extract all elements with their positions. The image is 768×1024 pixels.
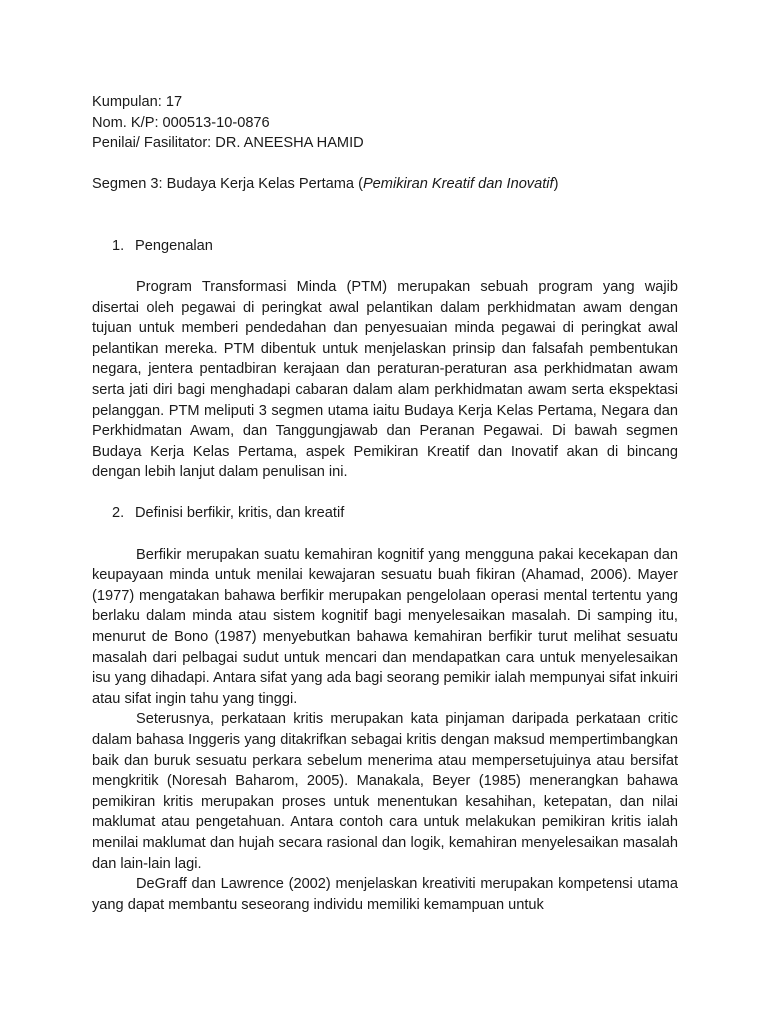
segmen-prefix: Segmen 3: Budaya Kerja Kelas Pertama ( bbox=[92, 176, 363, 193]
section-number: 2. bbox=[112, 505, 125, 522]
section-title: Pengenalan bbox=[135, 237, 213, 254]
section-number: 1. bbox=[112, 237, 125, 254]
nom-kp-line: Nom. K/P: 000513-10-0876 bbox=[92, 114, 270, 131]
paragraph-kreatif: DeGraff dan Lawrence (2002) menjelaskan kreativiti merupakan kompetensi utama yang dapat membantu seseorang individu memiliki kemampuan untuk bbox=[92, 876, 678, 913]
segmen-suffix: ) bbox=[553, 176, 559, 193]
section-heading-pengenalan bbox=[92, 236, 678, 257]
paragraph-kritis: Seterusnya, perkataan kritis merupakan kata pinjaman daripada perkataan critic dalam bahasa Inggeris yang ditakrifkan sebagai kritis dengan maksud mempertimbangkan baik dan buruk sesuatu perkara sebelum menerima atau mempersetujuinya atau bersifat mengkritik (Noresah Baharom, 2005). Manakala, Beyer (1985) menerangkan bahawa pemikiran kritis merupakan proses untuk menentukan kesahihan, ketepatan, dan nilai maklumat atau pengetahuan. Antara contoh cara untuk melakukan pemikiran kritis ialah menilai maklumat dan hujah secara rasional dan logik, kemahiran menyelesaikan masalah dan lain-lain lagi. bbox=[92, 711, 678, 872]
paragraph-pengenalan: Program Transformasi Minda (PTM) merupakan sebuah program yang wajib disertai oleh pegawai di peringkat awal pelantikan dalam perkhidmatan awam dengan tujuan untuk memberi pendedahan dan penyesuaian minda pegawai di peringkat awal pelantikan mereka. PTM dibentuk untuk menjelaskan prinsip dan falsafah pembentukan negara, jentera pentadbiran kerajaan dan peraturan-peraturan asa perkhidmatan awam serta jati diri bagi menghadapi cabaran dalam alam perkhidmatan awam serta ekspektasi pelanggan. PTM meliputi 3 segmen utama iaitu Budaya Kerja Kelas Pertama, Negara dan Perkhidmatan Awam, dan Tanggungjawab dan Peranan Pegawai. Di bawah segmen Budaya Kerja Kelas Pertama, aspek Pemikiran Kreatif dan Inovatif akan di bincang dengan lebih lanjut dalam penulisan ini. bbox=[92, 278, 678, 481]
paragraph-berfikir: Berfikir merupakan suatu kemahiran kognitif yang mengguna pakai kecekapan dan keupayaan minda untuk menilai kewajaran sesuatu buah fikiran (Ahamad, 2006). Mayer (1977) mengatakan bahawa berfikir merupakan pengelolaan operasi mental tertentu yang berlaku dalam minda atau sistem kognitif bagi menyelesaikan masalah. Di samping itu, menurut de Bono (1987) menyebutkan bahawa kemahiran berfikir turut melihat sesuatu masalah dari pelbagai sudut untuk mencari dan mendapatkan cara untuk menyelesaikan isu yang dihadapi. Antara sifat yang ada bagi seorang pemikir ialah mempunyai sifat inkuiri atau sifat ingin tahu yang tinggi. bbox=[92, 546, 678, 707]
kumpulan-line: Kumpulan: 17 bbox=[92, 94, 183, 110]
segmen-title bbox=[92, 174, 678, 195]
section-title: Definisi berfikir, kritis, dan kreatif bbox=[135, 505, 345, 522]
document-page bbox=[92, 92, 678, 915]
section-heading-definisi bbox=[92, 503, 678, 524]
segmen-italic: Pemikiran Kreatif dan Inovatif bbox=[362, 176, 554, 193]
penilai-line: Penilai/ Fasilitator: DR. ANEESHA HAMID bbox=[92, 135, 364, 152]
